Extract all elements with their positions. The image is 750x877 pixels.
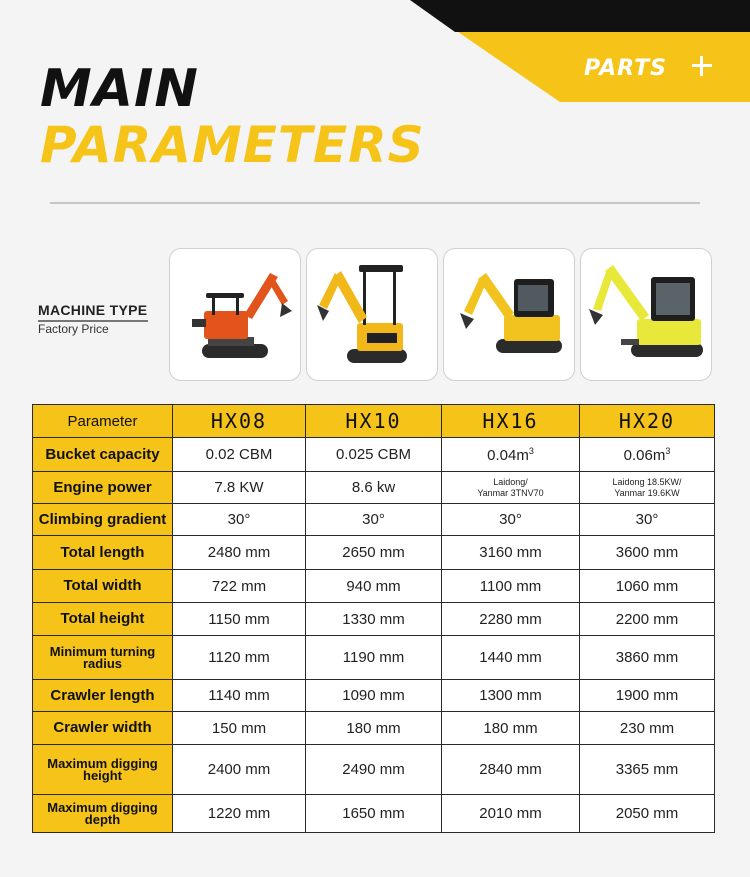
param-value: 2280 mm [442, 603, 580, 636]
yellow-cab-excavator-icon [444, 249, 574, 380]
header-hx10: HX10 [306, 405, 442, 438]
param-value: 1150 mm [173, 603, 306, 636]
machine-type-label: MACHINE TYPE [38, 302, 148, 318]
orange-excavator-icon [170, 249, 300, 380]
yellow-excavator-icon [307, 249, 437, 380]
param-value: 2010 mm [442, 795, 580, 833]
param-value: 7.8 KW [173, 472, 306, 504]
parts-label[interactable]: PARTS [584, 56, 667, 81]
parameters-table [32, 404, 715, 833]
param-value: 150 mm [173, 712, 306, 745]
param-value: 2650 mm [306, 536, 442, 570]
table-row [33, 603, 715, 636]
param-value: 3365 mm [580, 745, 715, 795]
param-value: 2400 mm [173, 745, 306, 795]
photo-hx16 [443, 248, 575, 381]
param-value: 722 mm [173, 570, 306, 603]
table-row [33, 712, 715, 745]
param-value [442, 438, 580, 472]
param-value: 3860 mm [580, 636, 715, 680]
superscript: 3 [528, 445, 534, 456]
param-value: 0.02 CBM [173, 438, 306, 472]
param-name: Crawler width [33, 712, 173, 745]
header-hx20: HX20 [580, 405, 715, 438]
param-value: 940 mm [306, 570, 442, 603]
param-value: 2840 mm [442, 745, 580, 795]
divider [50, 202, 700, 204]
value-text: 0.04m [487, 446, 529, 464]
param-value: 2200 mm [580, 603, 715, 636]
photo-hx20 [580, 248, 712, 381]
param-value: 30° [306, 504, 442, 536]
param-value: 180 mm [306, 712, 442, 745]
param-name: Total height [33, 603, 173, 636]
param-value: 230 mm [580, 712, 715, 745]
param-value: 30° [173, 504, 306, 536]
param-value: 1300 mm [442, 680, 580, 712]
plus-icon[interactable] [690, 54, 714, 78]
param-value: 30° [442, 504, 580, 536]
param-value: 1220 mm [173, 795, 306, 833]
param-value: 180 mm [442, 712, 580, 745]
param-name: Crawler length [33, 680, 173, 712]
param-value: 1190 mm [306, 636, 442, 680]
yellow-large-excavator-icon [581, 249, 711, 380]
param-value: Laidong/ Yanmar 3TNV70 [442, 472, 580, 504]
header-hx08: HX08 [173, 405, 306, 438]
photo-hx10 [306, 248, 438, 381]
param-value: 3160 mm [442, 536, 580, 570]
page-title: MAIN [40, 59, 199, 119]
header-hx16: HX16 [442, 405, 580, 438]
param-value: 1900 mm [580, 680, 715, 712]
param-name: Total length [33, 536, 173, 570]
param-name: Maximum digging depth [33, 795, 173, 833]
param-name: Minimum turning radius [33, 636, 173, 680]
param-value: 1090 mm [306, 680, 442, 712]
param-value: 2480 mm [173, 536, 306, 570]
photo-hx08 [169, 248, 301, 381]
param-value: 1060 mm [580, 570, 715, 603]
param-value [580, 438, 715, 472]
param-value: 30° [580, 504, 715, 536]
table-row [33, 570, 715, 603]
table-header-row [33, 405, 715, 438]
table-row [33, 745, 715, 795]
param-value: 3600 mm [580, 536, 715, 570]
param-value: 1440 mm [442, 636, 580, 680]
table-row [33, 680, 715, 712]
table-row [33, 536, 715, 570]
param-name: Total width [33, 570, 173, 603]
param-value: 1650 mm [306, 795, 442, 833]
table-row [33, 795, 715, 833]
value-text: 0.06m [623, 446, 666, 464]
param-value: 0.025 CBM [306, 438, 442, 472]
param-name: Climbing gradient [33, 504, 173, 536]
param-value: 1120 mm [173, 636, 306, 680]
param-value: 1140 mm [173, 680, 306, 712]
param-name: Engine power [33, 472, 173, 504]
param-name: Maximum digging height [33, 745, 173, 795]
param-name: Bucket capacity [33, 438, 173, 472]
factory-price-label: Factory Price [38, 322, 109, 336]
table-row [33, 636, 715, 680]
superscript: 3 [665, 445, 671, 456]
table-row [33, 438, 715, 472]
param-value: 1330 mm [306, 603, 442, 636]
param-value: 2490 mm [306, 745, 442, 795]
table-row [33, 472, 715, 504]
param-value: 8.6 kw [306, 472, 442, 504]
header-parameter: Parameter [33, 405, 173, 438]
param-value: Laidong 18.5KW/ Yanmar 19.6KW [580, 472, 715, 504]
table-row [33, 504, 715, 536]
page-subtitle: PARAMETERS [40, 116, 425, 174]
param-value: 1100 mm [442, 570, 580, 603]
param-value: 2050 mm [580, 795, 715, 833]
